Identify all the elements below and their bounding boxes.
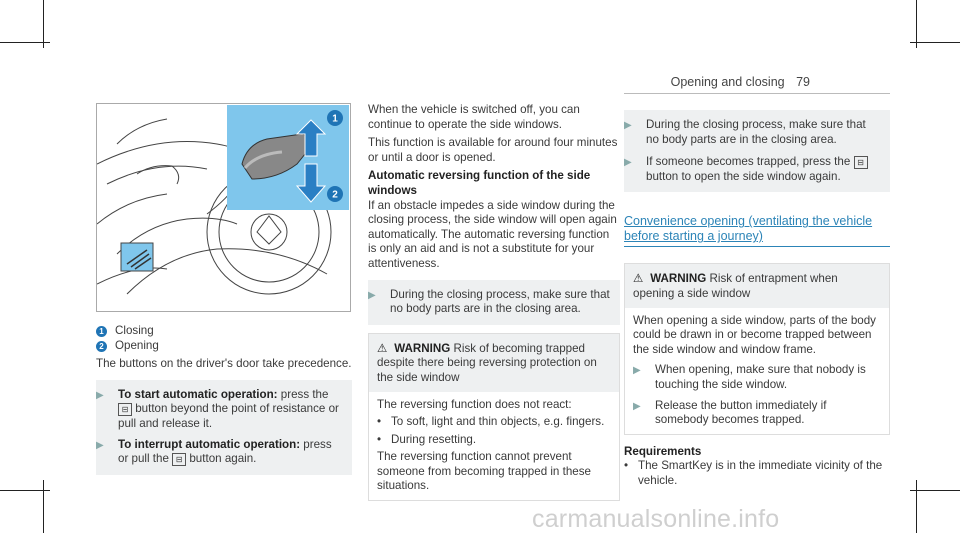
- step-label: To interrupt automatic operation:: [118, 437, 301, 451]
- paragraph: When opening a side window, parts of the body could be drawn in or become trapped between the side window and window frame.: [633, 313, 876, 356]
- crop-mark: [0, 42, 50, 43]
- list-item-text: The SmartKey is in the immediate vicinity of the vehicle.: [638, 459, 883, 487]
- instruction-step: [96, 388, 342, 432]
- crop-mark: [43, 480, 44, 533]
- callout-2: 2: [332, 189, 338, 201]
- list-item-text: To soft, light and thin objects, e.g. fingers.: [391, 415, 605, 429]
- crop-mark: [910, 490, 960, 491]
- step-text: Release the button immediately if somebody becomes trapped.: [655, 398, 827, 427]
- legend-label: Opening: [115, 338, 159, 352]
- instruction-step: [633, 363, 881, 392]
- step-text: During the closing process, make sure that no body parts are in the closing area.: [390, 287, 610, 316]
- arrow-bullet-icon: ▶: [624, 157, 632, 169]
- step-label: To start automatic operation:: [118, 387, 278, 401]
- arrow-bullet-icon: ▶: [96, 389, 104, 401]
- legend-item: [96, 339, 352, 354]
- step-text: button to open the side window again.: [646, 169, 841, 183]
- warning-box: [624, 263, 890, 434]
- crop-mark: [916, 0, 917, 48]
- door-button-figure: [96, 103, 351, 312]
- warning-body: [625, 308, 889, 434]
- interior-illustration: [97, 104, 350, 311]
- warning-box: [368, 333, 620, 501]
- crop-mark: [910, 42, 960, 43]
- list-item: [377, 433, 611, 448]
- instruction-step: [368, 288, 610, 317]
- warning-triangle-icon: ⚠: [377, 341, 388, 355]
- arrow-bullet-icon: ▶: [633, 400, 641, 412]
- running-header: [671, 75, 810, 89]
- left-column: [96, 324, 352, 475]
- step-text: During the closing process, make sure that no body parts are in the closing area.: [646, 118, 866, 146]
- crop-mark: [43, 0, 44, 48]
- list-item: [624, 459, 890, 488]
- step-text: press the: [277, 387, 329, 401]
- paragraph: The reversing function does not react:: [377, 397, 572, 411]
- crop-mark: [916, 480, 917, 533]
- requirements-heading: Requirements: [624, 444, 702, 458]
- section-title: Convenience opening (ventilating the vehicle before starting a journey): [624, 214, 873, 244]
- section-rule: [624, 246, 890, 247]
- paragraph: If an obstacle impedes a side window during the closing process, the side window will open again automatically. The automatic reversing function is only an aid and is not a substitute for your attentiveness.: [368, 198, 617, 270]
- warning-header: [625, 264, 889, 307]
- paragraph: This function is available for around four minutes or until a door is opened.: [368, 136, 618, 164]
- warning-body: [369, 392, 619, 501]
- warning-title: Risk of becoming trapped despite there being reversing protection on the side window: [377, 341, 597, 384]
- window-button-icon: ⊟: [118, 403, 132, 416]
- watermark: carmanualsonline.info: [532, 505, 780, 533]
- arrow-bullet-icon: ▶: [624, 120, 632, 131]
- warning-title: Risk of entrapment when opening a side window: [633, 272, 838, 300]
- step-text: button beyond the point of resistance or pull and release it.: [118, 402, 339, 430]
- intro-text: The buttons on the driver's door take precedence.: [96, 357, 352, 371]
- bullet-icon: •: [377, 432, 382, 446]
- arrow-bullet-icon: ▶: [633, 365, 641, 377]
- paragraph: When the vehicle is switched off, you can continue to operate the side windows.: [368, 103, 580, 131]
- step-text: If someone becomes trapped, press the: [646, 155, 854, 169]
- bullet-icon: •: [624, 459, 629, 473]
- warning-label: WARNING: [650, 272, 707, 286]
- header-rule: [624, 93, 890, 94]
- step-text: press or pull the: [118, 437, 332, 466]
- step-text: button again.: [186, 452, 257, 466]
- right-column: [624, 110, 890, 489]
- subheading: Automatic reversing function of the side windows: [368, 169, 591, 197]
- section-title: Opening and closing: [670, 75, 785, 89]
- page-number: 79: [796, 75, 810, 89]
- crop-mark: [0, 490, 50, 491]
- window-button-icon: ⊟: [854, 156, 868, 169]
- arrow-bullet-icon: ▶: [368, 289, 376, 301]
- warning-header: [369, 334, 619, 392]
- instruction-block: [624, 110, 890, 192]
- step-text: When opening, make sure that nobody is touching the side window.: [655, 363, 866, 391]
- window-button-icon: ⊟: [172, 453, 186, 466]
- section-heading: [624, 214, 890, 247]
- instruction-block: [96, 380, 352, 475]
- instruction-step: [624, 155, 880, 184]
- paragraph: The reversing function cannot prevent someone from becoming trapped in these situations.: [377, 450, 591, 493]
- legend-label: Closing: [115, 324, 154, 337]
- instruction-step: [96, 438, 342, 467]
- arrow-bullet-icon: ▶: [96, 439, 104, 451]
- instruction-block: [368, 280, 620, 325]
- list-item-text: During resetting.: [391, 432, 477, 446]
- list-item: [377, 415, 611, 430]
- bullet-icon: •: [377, 415, 382, 429]
- callout-badge: 2: [96, 341, 107, 352]
- warning-triangle-icon: ⚠: [633, 272, 644, 286]
- callout-1: 1: [332, 113, 338, 125]
- middle-column: [368, 103, 620, 501]
- instruction-step: [624, 118, 880, 147]
- warning-label: WARNING: [394, 341, 451, 355]
- callout-badge: 1: [96, 326, 107, 337]
- legend-item: [96, 324, 352, 339]
- instruction-step: [633, 399, 881, 428]
